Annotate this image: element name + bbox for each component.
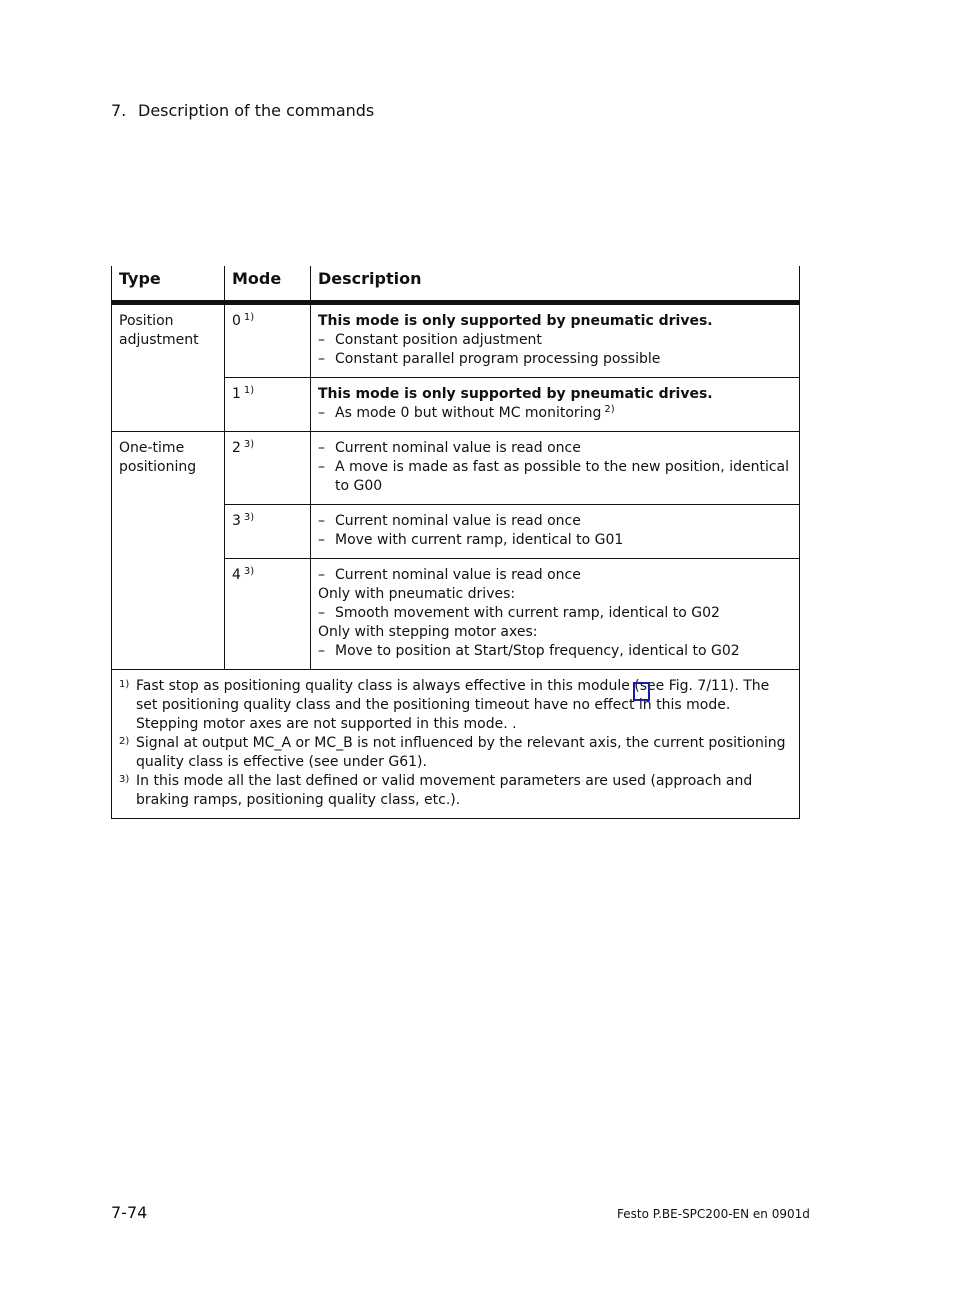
- list-item: – Current nominal value is read once: [318, 440, 581, 456]
- column-header-mode: Mode: [225, 266, 311, 303]
- table-header-row: [112, 266, 800, 303]
- footnotes-row: [112, 670, 800, 819]
- section-heading: [111, 101, 374, 120]
- mode-value: 4: [232, 567, 241, 583]
- mode-value: 3: [232, 513, 241, 529]
- list-item: – A move is made as fast as possible to the new position, identical to G00: [318, 459, 790, 494]
- mode-value: 2: [232, 440, 241, 456]
- footnote-ref: 3): [243, 566, 255, 577]
- mode-cell: [225, 303, 311, 378]
- list-item: – As mode 0 but without MC monitoring $^{2)}$: [318, 404, 615, 421]
- section-title: Description of the commands: [138, 101, 375, 120]
- list-item: – Move with current ramp, identical to G01: [318, 532, 624, 548]
- list-item: – Constant parallel program processing possible: [318, 351, 661, 367]
- footnote-continuation: Stepping motor axes are not supported in this mode. .: [136, 716, 517, 732]
- footnote-ref: 3): [243, 512, 255, 523]
- mode-cell: [225, 432, 311, 505]
- footnote: 3) In this mode all the last defined or valid movement parameters are used (approach and braking ramps, positioning quality class, etc.).: [119, 773, 753, 808]
- type-cell: Position adjustment: [112, 303, 225, 432]
- list-item: – Smooth movement with current ramp, identical to G02: [318, 605, 720, 621]
- list-item: – Constant position adjustment: [318, 332, 542, 348]
- subheading: Only with stepping motor axes:: [318, 624, 538, 640]
- subheading: Only with pneumatic drives:: [318, 586, 516, 602]
- footnotes-cell: [112, 670, 800, 819]
- bold-note: This mode is only supported by pneumatic drives.: [318, 313, 713, 329]
- mode-value: 0: [232, 313, 241, 329]
- mode-table: [111, 266, 800, 819]
- figure-reference-link[interactable]: [633, 682, 650, 701]
- list-item: – Current nominal value is read once: [318, 567, 581, 583]
- mode-cell: [225, 559, 311, 670]
- footnote-ref: 3): [243, 439, 255, 450]
- bold-note: This mode is only supported by pneumatic drives.: [318, 386, 713, 402]
- table-row: [112, 303, 800, 378]
- description-cell: [311, 432, 800, 505]
- description-cell: [311, 559, 800, 670]
- description-cell: [311, 378, 800, 432]
- footnote: 2) Signal at output MC_A or MC_B is not influenced by the relevant axis, the current positioning quality class is effective (see under G61).: [119, 735, 786, 770]
- column-header-description: Description: [311, 266, 800, 303]
- footnote-ref: 1): [243, 312, 255, 323]
- table-row: [112, 432, 800, 505]
- mode-value: 1: [232, 386, 241, 402]
- mode-cell: [225, 505, 311, 559]
- footnote-ref: 2): [604, 404, 615, 415]
- page-number: 7-74: [111, 1203, 148, 1222]
- list-item: – Current nominal value is read once: [318, 513, 581, 529]
- list-item: – Move to position at Start/Stop frequency, identical to G02: [318, 643, 740, 659]
- type-cell: One-time positioning: [112, 432, 225, 670]
- footnote-ref: 1): [243, 385, 255, 396]
- document-id: Festo P.BE-SPC200-EN en 0901d: [617, 1207, 810, 1221]
- column-header-type: Type: [112, 266, 225, 303]
- description-cell: [311, 505, 800, 559]
- footnote: 1) Fast stop as positioning quality class is always effective in this module (see Fig. 7/11). The set positioning quality class and the positioning timeout have no effect in this mode.: [119, 678, 770, 713]
- description-cell: [311, 303, 800, 378]
- section-number: 7.: [111, 101, 127, 120]
- mode-cell: [225, 378, 311, 432]
